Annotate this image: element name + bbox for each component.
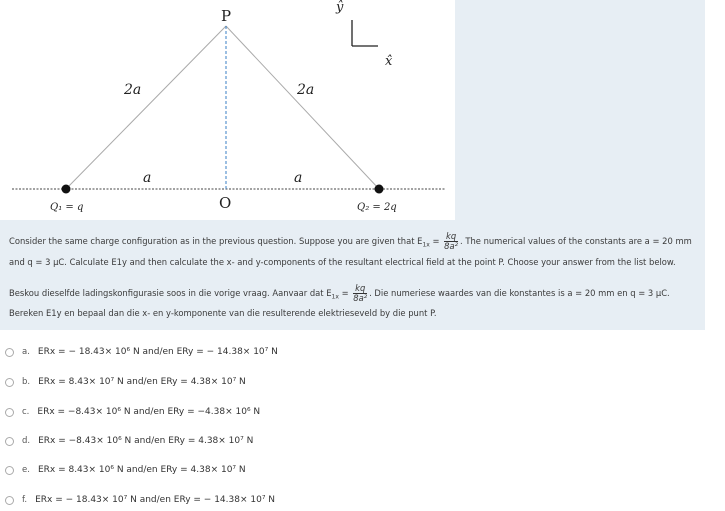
af-line1-tail: . Die numeriese waardes van die konstantes is a = 20 mm en q = 3 μC. — [369, 287, 670, 298]
fraction-numerator: kq — [446, 231, 457, 241]
fraction-denominator: 8a² — [444, 240, 458, 251]
charge-q2-dot — [375, 185, 384, 194]
answer-letter: b. — [22, 377, 31, 387]
answer-letter: c. — [22, 407, 30, 417]
charge-diagram — [0, 0, 455, 220]
answer-option-e[interactable] — [5, 461, 246, 479]
answer-letter: d. — [22, 436, 31, 446]
question-english-line1 — [9, 232, 692, 251]
charge-q1-label: Q₁ = q — [50, 202, 84, 213]
answer-option-f[interactable] — [5, 491, 275, 509]
left-side-line — [66, 26, 226, 189]
en-line1-eq: = — [429, 235, 443, 246]
en-line1-tail: . The numerical values of the constants are a = 20 mm — [460, 235, 692, 246]
y-hat-label: ŷ — [336, 0, 344, 15]
af-fraction-denominator: 8a² — [353, 292, 368, 303]
answer-text: ERx = 8.43× 10⁶ N and/en ERy = 4.38× 10⁷ N — [37, 465, 246, 475]
charge-q2-label: Q₂ = 2q — [357, 202, 397, 213]
answer-option-d[interactable] — [5, 432, 253, 450]
af-line1-sub: 1x — [331, 293, 339, 301]
radio-button[interactable] — [5, 496, 14, 505]
af-fraction — [353, 284, 367, 303]
answer-text: ERx = −8.43× 10⁶ N and/en ERy = 4.38× 10⁷ N — [38, 436, 254, 446]
radio-button[interactable] — [5, 466, 14, 475]
answer-letter: f. — [22, 495, 28, 505]
en-line1-sub: 1x — [422, 241, 430, 249]
af-line1-eq: = — [338, 287, 352, 298]
af-fraction-numerator: kq — [355, 283, 366, 293]
answer-option-c[interactable] — [5, 403, 260, 421]
en-line1-text: Consider the same charge configuration as in the previous question. Suppose you are given that E — [9, 235, 423, 246]
question-afrikaans-line1 — [9, 284, 670, 303]
label-o: O — [219, 194, 232, 212]
answer-option-a[interactable] — [5, 343, 278, 361]
label-p: P — [221, 7, 232, 25]
af-line1-text: Beskou dieselfde ladingskonfigurasie soos in die vorige vraag. Aanvaar dat E — [9, 287, 332, 298]
answer-text: ERx = − 18.43× 10⁷ N and/en ERy = − 14.38× 10⁷ N — [35, 495, 276, 505]
answer-text: ERx = −8.43× 10⁶ N and/en ERy = −4.38× 10⁶ N — [37, 407, 261, 417]
charge-q1-dot — [62, 185, 71, 194]
en-fraction — [444, 232, 458, 251]
radio-button[interactable] — [5, 437, 14, 446]
left-side-length: 2a — [124, 82, 142, 98]
answer-letter: e. — [22, 465, 30, 475]
right-side-line — [226, 26, 379, 189]
radio-button[interactable] — [5, 348, 14, 357]
answer-text: ERx = 8.43× 10⁷ N and/en ERy = 4.38× 10⁷ N — [38, 377, 246, 387]
question-afrikaans-line2: Bereken E1y en bepaal dan die x- en y-komponente van die resulterende elektrieseveld by die punt P. — [9, 308, 437, 318]
right-side-length: 2a — [297, 82, 315, 98]
right-half-length: a — [294, 170, 303, 186]
diagram-lines — [0, 0, 455, 220]
question-english-line2: and q = 3 μC. Calculate E1y and then calculate the x- and y-components of the resultant electrical field at the point P. Choose your answer from the list below. — [9, 257, 676, 267]
answer-option-b[interactable] — [5, 373, 246, 391]
x-hat-label: x̂ — [385, 54, 393, 69]
left-half-length: a — [143, 170, 152, 186]
radio-button[interactable] — [5, 378, 14, 387]
answer-text: ERx = − 18.43× 10⁶ N and/en ERy = − 14.38× 10⁷ N — [37, 347, 278, 357]
answer-letter: a. — [22, 347, 30, 357]
radio-button[interactable] — [5, 408, 14, 417]
